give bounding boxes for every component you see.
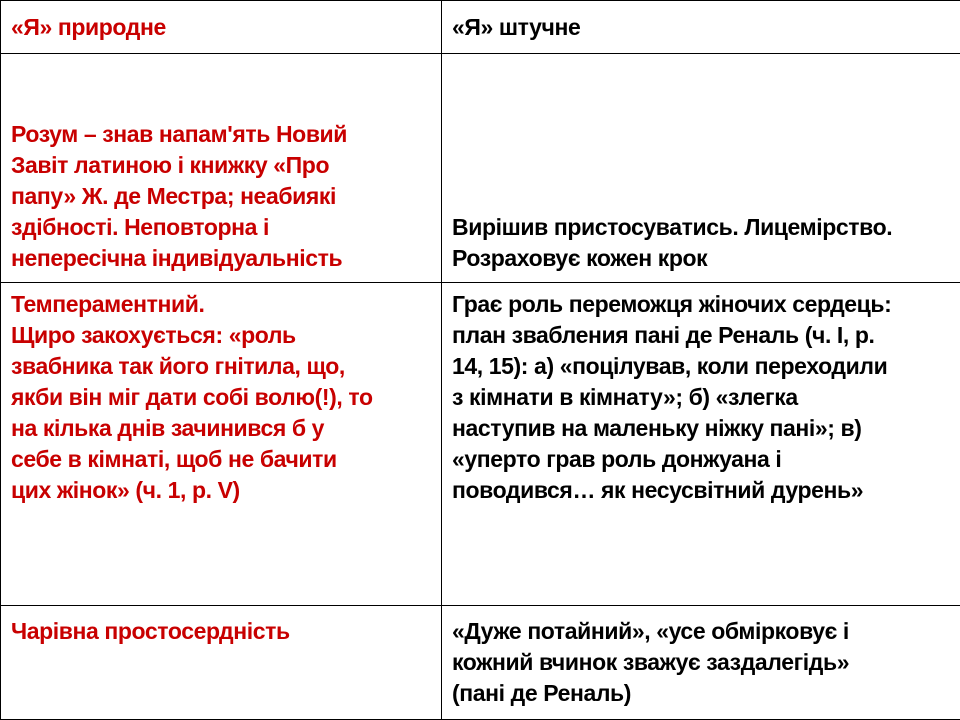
- table-row: [1, 54, 960, 283]
- cell-artificial-2: [442, 283, 960, 606]
- cell-line: Чарівна простосердність: [11, 618, 290, 644]
- cell-line: план звабления пані де Реналь (ч. І, р.: [452, 322, 875, 348]
- cell-line: Грає роль переможця жіночих сердець:: [452, 291, 892, 317]
- cell-line: Вирішив пристосуватись. Лицемірство.: [452, 214, 893, 240]
- cell-natural-3: [1, 606, 442, 720]
- cell-natural-1: [1, 54, 442, 283]
- header-natural-self: [1, 1, 442, 54]
- cell-line: на кілька днів зачинився б у: [11, 415, 325, 441]
- cell-line: наступив на маленьку ніжку пані»; в): [452, 415, 862, 441]
- cell-line: непересічна індивідуальність: [11, 245, 343, 271]
- cell-line: якби він міг дати собі волю(!), то: [11, 384, 373, 410]
- cell-natural-2: [1, 283, 442, 606]
- table-row: [1, 283, 960, 606]
- header-natural-label: «Я» природне: [11, 13, 166, 40]
- cell-line: (пані де Реналь): [452, 680, 632, 706]
- cell-line: здібності. Неповторна і: [11, 214, 269, 240]
- cell-line: папу» Ж. де Местра; неабиякі: [11, 183, 337, 209]
- cell-line: «Дуже потайний», «усе обмірковує і: [452, 618, 849, 644]
- cell-line: Розум – знав напам'ять Новий: [11, 121, 348, 147]
- cell-line: кожний вчинок зважує заздалегідь»: [452, 649, 850, 675]
- cell-line: «уперто грав роль донжуана і: [452, 446, 782, 472]
- cell-artificial-3: [442, 606, 960, 720]
- cell-line: Темпераментний.: [11, 291, 205, 317]
- table-row: [1, 606, 960, 720]
- cell-line: Щиро закохується: «роль: [11, 322, 296, 348]
- cell-line: 14, 15): а) «поцілував, коли переходили: [452, 353, 888, 379]
- cell-line: Завіт латиною і книжку «Про: [11, 152, 330, 178]
- cell-line: цих жінок» (ч. 1, р. V): [11, 477, 240, 503]
- cell-line: Розраховує кожен крок: [452, 245, 708, 271]
- cell-line: себе в кімнаті, щоб не бачити: [11, 446, 337, 472]
- cell-artificial-1: [442, 54, 960, 283]
- cell-line: звабника так його гнітила, що,: [11, 353, 345, 379]
- header-artificial-self: [442, 1, 960, 54]
- cell-line: поводився… як несусвітний дурень»: [452, 477, 864, 503]
- cell-line: з кімнати в кімнату»; б) «злегка: [452, 384, 798, 410]
- header-artificial-label: «Я» штучне: [452, 13, 581, 40]
- table-header-row: [1, 1, 960, 54]
